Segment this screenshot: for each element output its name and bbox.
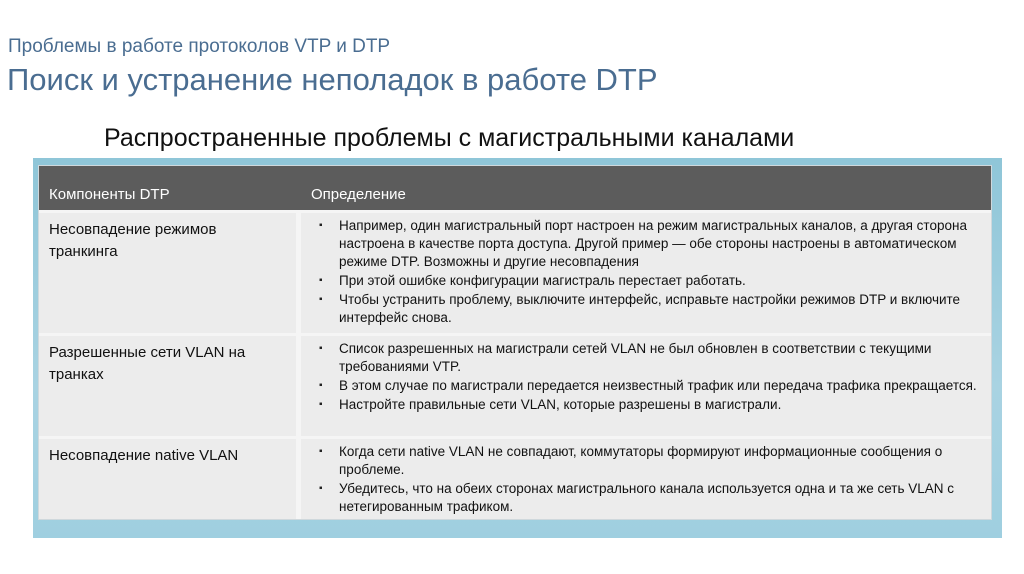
- list-item: ▪ Например, один магистральный порт настроен на режим магистральных каналов, а другая сторона настроена в качестве порта доступа. Другой пример — обе стороны настроены в автоматическом режиме DTP. Возможны и другие несовпадения: [339, 217, 983, 271]
- list-item: ▪ Настройте правильные сети VLAN, которые разрешены в магистрали.: [339, 396, 983, 414]
- list-item: ▪ Убедитесь, что на обеих сторонах магистрального канала используется одна и та же сеть VLAN с нетегированным трафиком.: [339, 480, 983, 516]
- slide-title: Поиск и устранение неполадок в работе DTP: [7, 62, 658, 97]
- list-item: ▪ При этой ошибке конфигурации магистраль перестает работать.: [339, 272, 983, 290]
- definition-cell: [301, 439, 991, 519]
- list-item: ▪ Чтобы устранить проблему, выключите интерфейс, исправьте настройки режимов DTP и включите интерфейс снова.: [339, 291, 983, 327]
- component-cell: Разрешенные сети VLAN на транках: [39, 336, 301, 436]
- section-heading: Распространенные проблемы с магистральными каналами: [104, 124, 795, 152]
- component-cell: Несовпадение native VLAN: [39, 439, 301, 519]
- dtp-problems-table: [38, 165, 992, 520]
- list-item: ▪ Список разрешенных на магистрали сетей VLAN не был обновлен в соответствии с текущими требованиями VTP.: [339, 340, 983, 376]
- component-cell: Несовпадение режимов транкинга: [39, 213, 301, 333]
- list-item: ▪ В этом случае по магистрали передается неизвестный трафик или передача трафика прекращается.: [339, 377, 983, 395]
- table-header: [39, 166, 991, 210]
- bullet-list: [301, 217, 983, 327]
- bullet-list: [301, 443, 983, 516]
- list-item: ▪ Когда сети native VLAN не совпадают, коммутаторы формируют информационные сообщения о проблеме.: [339, 443, 983, 479]
- table-row: [39, 210, 991, 333]
- table-row: [39, 436, 991, 519]
- definition-cell: [301, 336, 991, 436]
- column-header-definition: Определение: [311, 186, 406, 203]
- definition-cell: [301, 213, 991, 333]
- slide-subtitle: Проблемы в работе протоколов VTP и DTP: [8, 36, 391, 57]
- table-row: [39, 333, 991, 436]
- column-header-components: Компоненты DTP: [49, 186, 170, 203]
- bullet-list: [301, 340, 983, 414]
